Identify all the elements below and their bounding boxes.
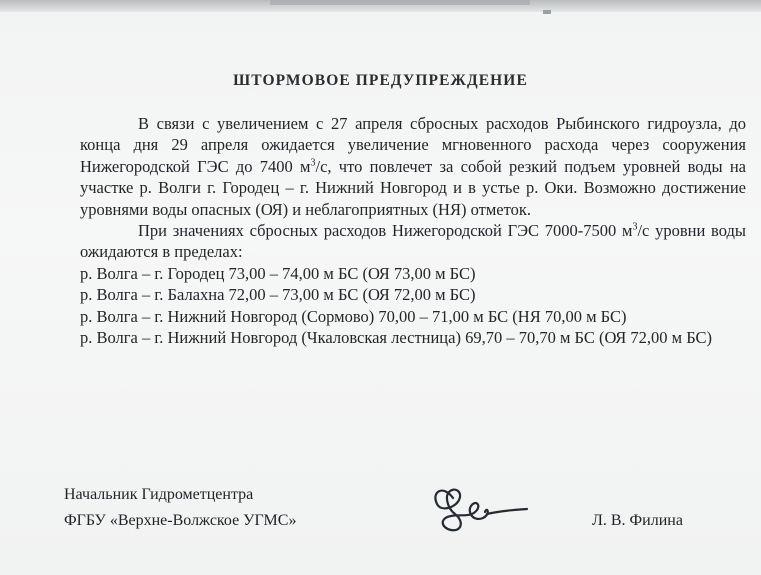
level-line-gorodets: р. Волга – г. Городец 73,00 – 74,00 м БС (ОЯ 73,00 м БС): [80, 263, 476, 283]
scan-mark: [270, 0, 530, 5]
paragraph-2-sup: 3: [632, 221, 638, 233]
document-body: [80, 113, 746, 348]
signature-position-line-2: ФГБУ «Верхне-Волжское УГМС»: [64, 512, 297, 529]
scan-tick: [543, 10, 551, 14]
paragraph-2-text-after: /с уровни воды ожидаются в пределах:: [80, 221, 746, 262]
paragraph-1: [80, 113, 746, 220]
paragraph-1-sup: 3: [310, 157, 316, 169]
level-line-balakhna: р. Волга – г. Балахна 72,00 – 73,00 м БС (ОЯ 72,00 м БС): [80, 285, 476, 305]
paragraph-2-text: При значениях сбросных расходов Нижегородской ГЭС 7000-7500 м: [138, 221, 633, 241]
level-line-chkalov-stairs: р. Волга – г. Нижний Новгород (Чкаловская лестница) 69,70 – 70,70 м БС (ОЯ 72,00 м БС): [80, 328, 713, 348]
scan-top-edge: [0, 0, 761, 12]
document-title: ШТОРМОВОЕ ПРЕДУПРЕЖДЕНИЕ: [233, 72, 528, 89]
paragraph-2: [80, 220, 746, 263]
signature-position: [64, 482, 296, 534]
paragraph-1-text: В связи с увеличением с 27 апреля сбросных расходов Рыбинского гидроузла, до конца дня 29 апреля ожидается увеличение мгновенного расхода через сооружения Нижегородской ГЭС до 7400 м: [80, 114, 746, 176]
signature-position-line-1: Начальник Гидрометцентра: [64, 486, 254, 503]
level-line-sormovo: р. Волга – г. Нижний Новгород (Сормово) 70,00 – 71,00 м БС (НЯ 70,00 м БС): [80, 306, 627, 326]
paragraph-1-text-after: /с, что повлечет за собой резкий подъем уровней воды на участке р. Волги г. Городец – г. Нижний Новгород и в устье р. Оки. Возможно достижение уровнями воды опасных (ОЯ) и неблагоприятных (НЯ) отметок.: [80, 156, 746, 219]
handwritten-signature: [425, 478, 535, 536]
signatory-name: Л. В. Филина: [592, 512, 683, 529]
